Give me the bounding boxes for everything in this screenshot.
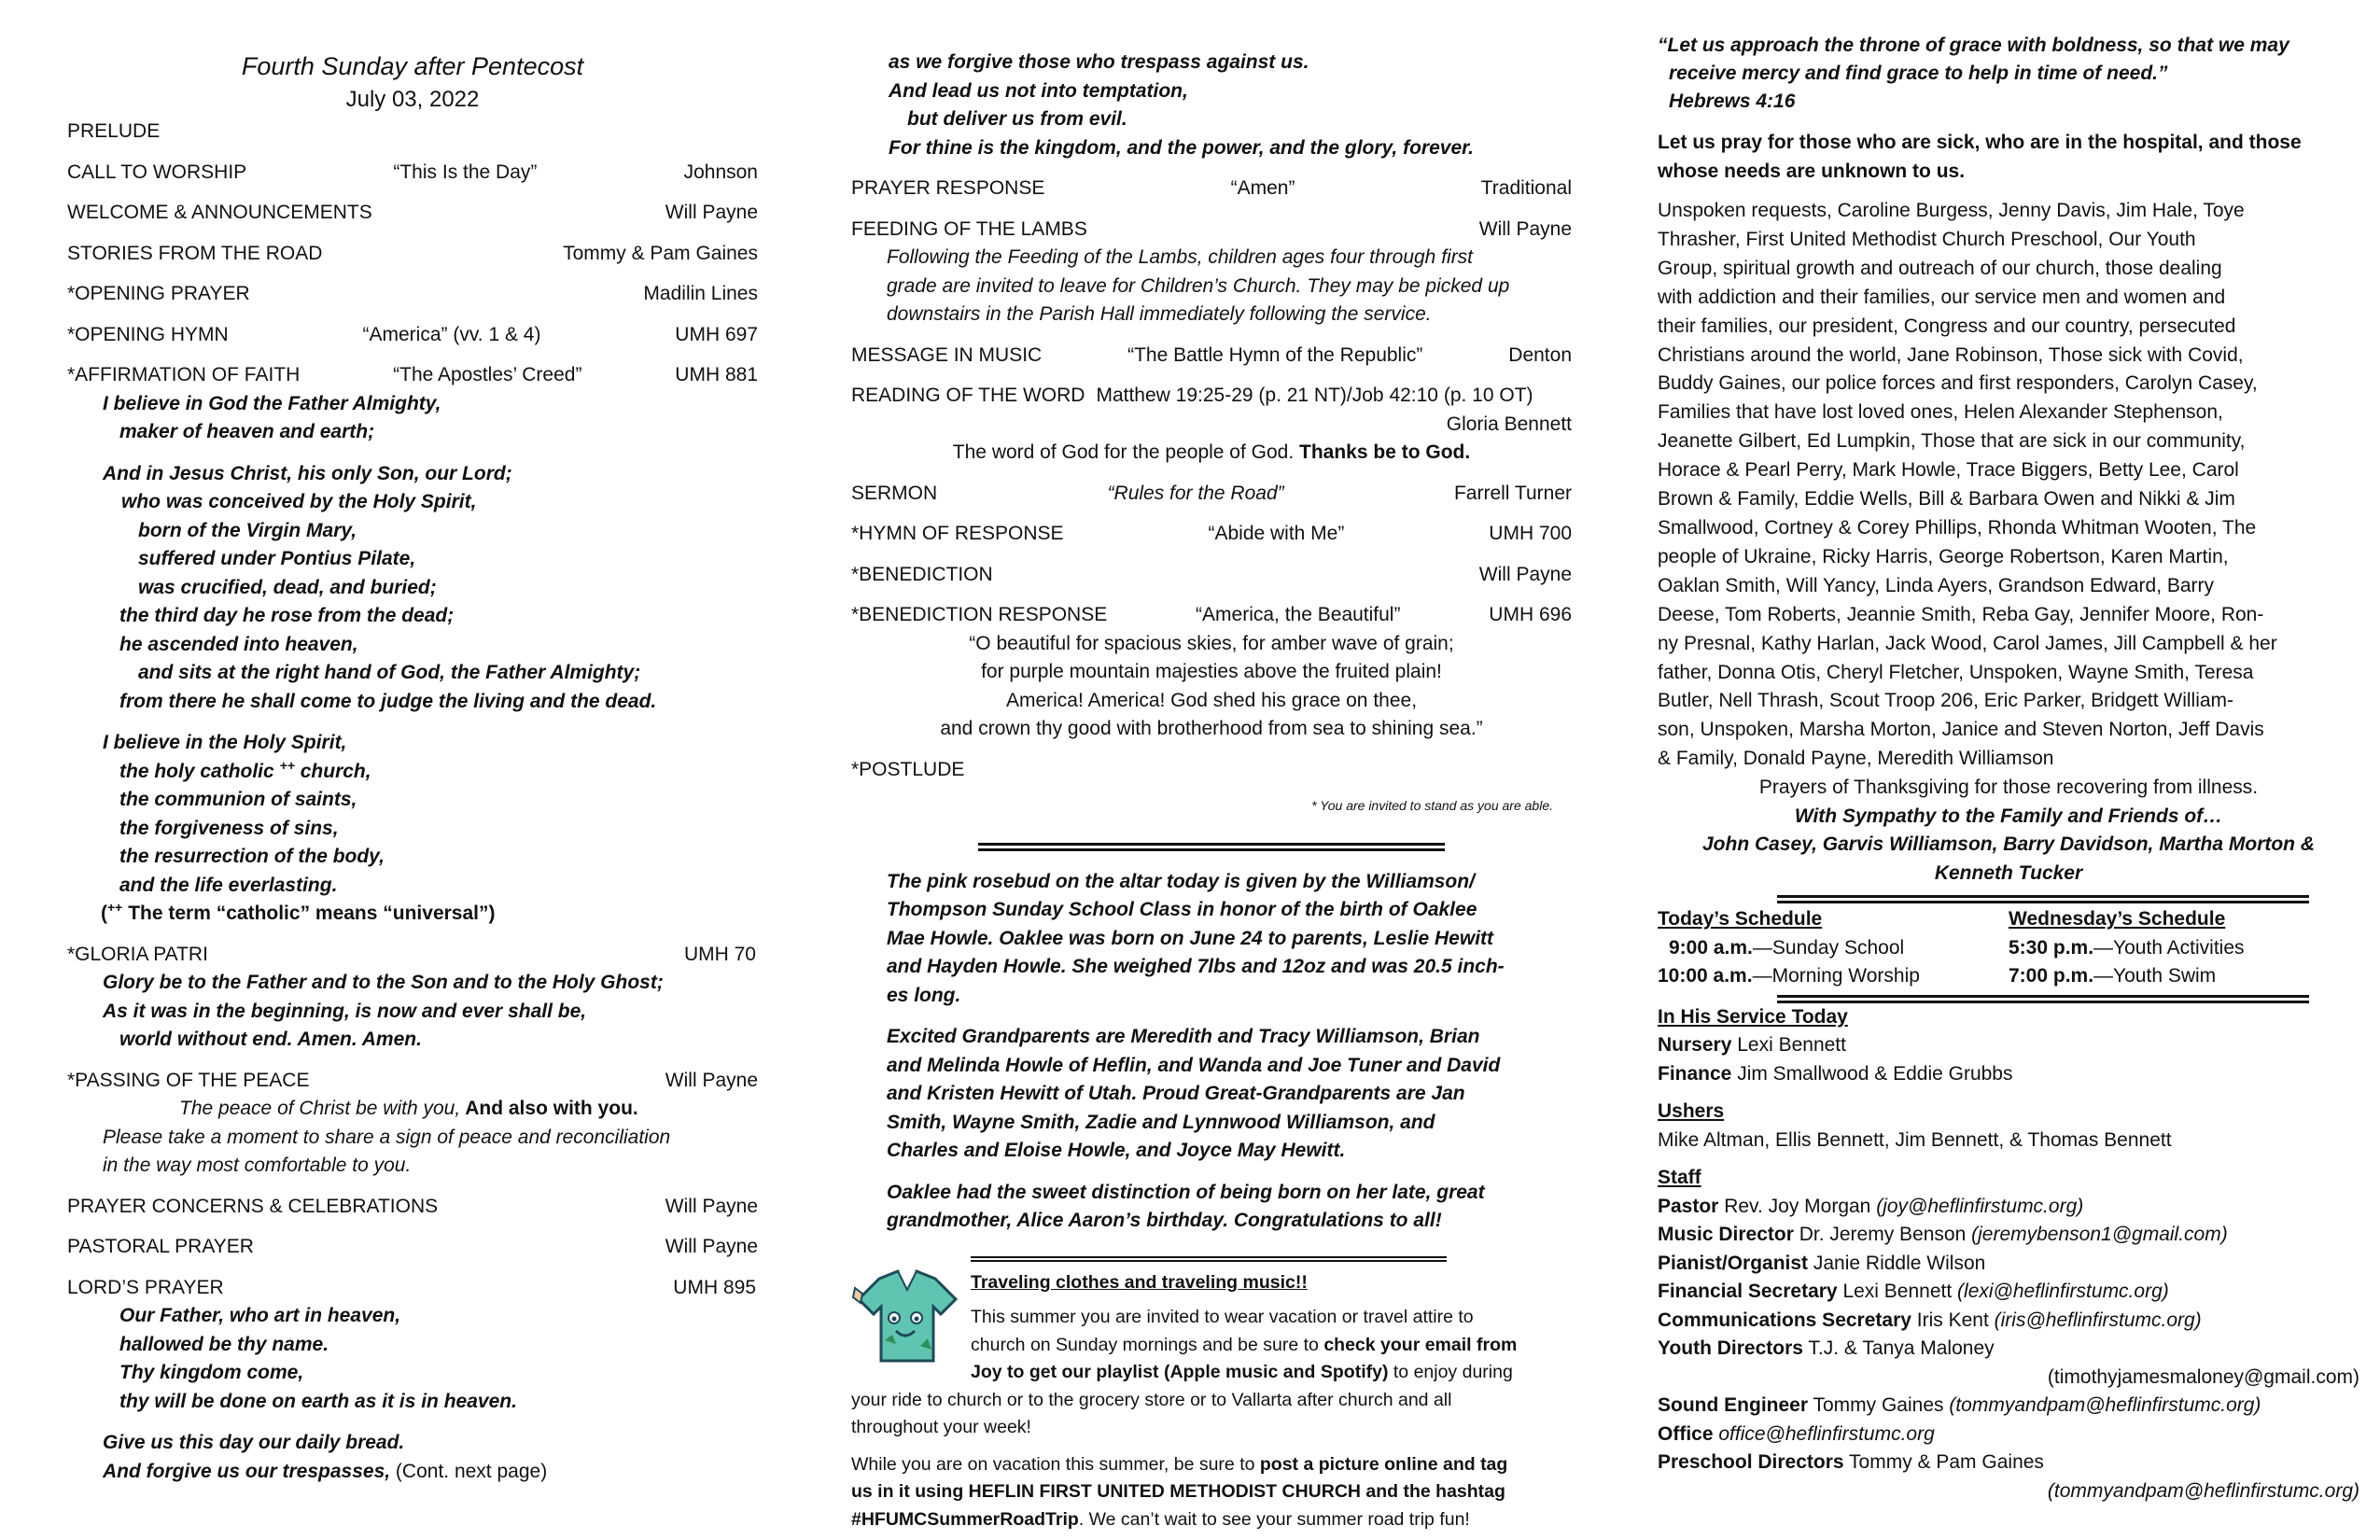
wednesday-schedule xyxy=(2009,905,2359,991)
ushers-heading: Ushers xyxy=(1658,1100,1725,1123)
scripture-reference: Matthew 19:25-29 (p. 21 NT)/Job 42:10 (p. 10 OT) xyxy=(1096,385,1533,406)
order-of-worship-continued-column xyxy=(851,49,1572,1533)
staff-role: Financial Secretary xyxy=(1658,1281,1838,1303)
lyric-line: America! America! God shed his grace on thee, xyxy=(1005,689,1418,711)
staff-role: Preschool Directors xyxy=(1658,1451,1844,1474)
prayer-line: hallowed be thy name. xyxy=(119,1333,329,1355)
role-label: Finance xyxy=(1658,1062,1732,1085)
staff-role: Pastor xyxy=(1658,1195,1719,1217)
divider xyxy=(851,843,1572,851)
wednesday-heading: Wednesday’s Schedule xyxy=(2009,908,2226,931)
prelude-label: PRELUDE xyxy=(67,120,161,142)
sermon xyxy=(851,480,1572,509)
today-schedule xyxy=(1658,905,2009,991)
list-line: Brown & Family, Eddie Wells, Bill & Barbara Owen and Nikki & Jim xyxy=(1658,488,2235,511)
staff-name: Rev. Joy Morgan xyxy=(1718,1195,1877,1217)
feeding-text xyxy=(851,244,1572,329)
text-run: . We can’t wait to see your summer road trip fun! xyxy=(1078,1508,1470,1530)
staff-row xyxy=(1658,1421,2359,1449)
text-line: Mae Howle. Oaklee was born on June 24 to parents, Leslie Hewitt xyxy=(887,927,1494,949)
item-title: “The Battle Hymn of the Republic” xyxy=(1127,343,1423,366)
item-leader: Will Payne xyxy=(665,1069,758,1091)
birthday-paragraph xyxy=(851,1179,1572,1236)
text-line: The pink rosebud on the altar today is given by the Williamson/ xyxy=(887,870,1475,892)
hebrews-quote xyxy=(1658,32,2359,116)
list-line: with addiction and their families, our service men and women and xyxy=(1658,286,2226,308)
item-label: SERMON xyxy=(851,482,938,504)
service-title: Fourth Sunday after Pentecost xyxy=(241,52,584,80)
item-leader: Denton xyxy=(1508,343,1572,366)
gloria-patri xyxy=(67,941,758,970)
benediction xyxy=(851,561,1572,590)
travel-announcement xyxy=(851,1256,1572,1534)
staff-name: Tommy & Pam Gaines xyxy=(1843,1451,2044,1474)
item-title: “This Is the Day” xyxy=(393,161,538,183)
text-run: church on Sunday mornings and be sure to xyxy=(971,1334,1324,1355)
lords-prayer-continued xyxy=(851,49,1572,162)
creed-line: suffered under Pontius Pilate, xyxy=(138,548,416,569)
prayer-concerns xyxy=(67,1193,758,1222)
staff-row xyxy=(1658,1221,2359,1250)
item-label: *OPENING PRAYER xyxy=(67,283,250,304)
schedule-row xyxy=(1658,934,2009,963)
stand-note: * You are invited to stand as you are able. xyxy=(1311,798,1553,813)
continued-note: (Cont. next page) xyxy=(390,1460,548,1482)
schedule-time: 7:00 p.m. xyxy=(2009,965,2094,987)
item-leader: Johnson xyxy=(683,161,758,183)
staff-role: Sound Engineer xyxy=(1658,1394,1809,1417)
footnote-text: The term “catholic” means “universal”) xyxy=(122,903,496,924)
gloria-line: world without end. Amen. Amen. xyxy=(119,1029,422,1050)
list-line: Butler, Nell Thrash, Scout Troop 206, Eric Parker, Bridgett William- xyxy=(1658,690,2234,712)
service-row xyxy=(1658,1060,2359,1089)
word-call: The word of God for the people of God. xyxy=(952,441,1295,463)
staff-role: Music Director xyxy=(1658,1224,1794,1246)
schedule-grid xyxy=(1658,905,2359,991)
creed-line: I believe in God the Father Almighty, xyxy=(103,392,441,414)
prayer-and-staff-column xyxy=(1658,32,2359,1505)
staff-row xyxy=(1658,1250,2359,1279)
staff-name: Lexi Bennett xyxy=(1837,1281,1958,1303)
thanksgiving-line: Prayers of Thanksgiving for those recovering from illness. xyxy=(1758,777,2259,799)
list-line: ny Presnal, Kathy Harlan, Jack Wood, Carol James, Jill Campbell & her xyxy=(1658,632,2277,654)
text-run: post a picture online and tag xyxy=(1259,1453,1508,1475)
item-label: LORD’S PRAYER xyxy=(67,1276,224,1298)
travel-line-text xyxy=(971,1332,1572,1360)
text-line: grandmother, Alice Aaron’s birthday. Congratulations to all! xyxy=(887,1210,1442,1231)
passing-of-the-peace xyxy=(67,1067,758,1096)
item-label: *BENEDICTION xyxy=(851,563,993,585)
creed-line: he ascended into heaven, xyxy=(119,633,358,655)
message-in-music xyxy=(851,342,1572,371)
list-line: Buddy Gaines, our police forces and first responders, Carolyn Casey, xyxy=(1658,372,2258,395)
list-line: father, Donna Otis, Cheryl Fletcher, Unspoken, Wayne Smith, Teresa xyxy=(1658,661,2254,683)
staff-row xyxy=(1658,1307,2359,1336)
staff-email: (iris@heflinfirstumc.org) xyxy=(1994,1309,2202,1331)
travel-header xyxy=(851,1256,1572,1387)
schedule-event: —Youth Swim xyxy=(2093,965,2217,987)
item-hymn-number: UMH 700 xyxy=(1489,523,1572,544)
stories xyxy=(67,240,758,269)
item-hymn-number: UMH 895 xyxy=(673,1276,756,1298)
list-line: their families, our president, Congress and our country, persecuted xyxy=(1658,315,2236,337)
prayer-line: but deliver us from evil. xyxy=(907,108,1127,130)
creed-line: and sits at the right hand of God, the Father Almighty; xyxy=(138,662,641,683)
lords-prayer-text xyxy=(67,1302,758,1486)
list-line: Thrasher, First United Methodist Church Preschool, Our Youth xyxy=(1658,228,2196,250)
staff-email: office@heflinfirstumc.org xyxy=(1718,1422,1935,1445)
prayer-response xyxy=(851,175,1572,203)
service-row xyxy=(1658,1031,2359,1060)
text-line: Oaklee had the sweet distinction of being born on her late, great xyxy=(887,1181,1485,1203)
list-line: & Family, Donald Payne, Meredith Williamson xyxy=(1658,748,2054,770)
item-leader: Will Payne xyxy=(665,1236,758,1257)
double-rule xyxy=(1777,995,2309,1003)
text-line: Charles and Eloise Howle, and Joyce May Hewitt. xyxy=(887,1140,1346,1161)
list-line: Smallwood, Cortney & Corey Phillips, Rhonda Whitman Wooten, The xyxy=(1658,516,2257,539)
creed-line: maker of heaven and earth; xyxy=(119,421,375,442)
staff-name: T.J. & Tanya Maloney xyxy=(1802,1337,1995,1360)
staff-name: Janie Riddle Wilson xyxy=(1808,1252,1986,1274)
service-date: July 03, 2022 xyxy=(345,87,480,112)
item-label: *GLORIA PATRI xyxy=(67,943,208,965)
list-line: son, Unspoken, Marsha Morton, Janice and Steven Norton, Jeff Davis xyxy=(1658,719,2264,741)
text-run: While you are on vacation this summer, be sure to xyxy=(851,1453,1260,1475)
text-line: es long. xyxy=(887,984,961,1006)
list-line: Christians around the world, Jane Robinson, Those sick with Covid, xyxy=(1658,343,2244,366)
creed-line: from there he shall come to judge the living and the dead. xyxy=(119,690,657,712)
list-line: people of Ukraine, Ricky Harris, George Robertson, Karen Martin, xyxy=(1658,545,2229,567)
list-line: Jeanette Gilbert, Ed Lumpkin, Those that are sick in our community, xyxy=(1658,430,2246,453)
prayer-list xyxy=(1658,197,2359,774)
list-line: Group, spiritual growth and outreach of our church, those dealing xyxy=(1658,257,2222,279)
feeding-of-the-lambs xyxy=(851,216,1572,245)
prayer-line: Give us this day our daily bread. xyxy=(103,1432,405,1453)
role-person: Jim Smallwood & Eddie Grubbs xyxy=(1731,1062,2013,1085)
item-leader: Will Payne xyxy=(1478,217,1572,240)
catholic-footnote xyxy=(67,900,758,929)
creed-line: born of the Virgin Mary, xyxy=(138,519,357,541)
staff-row xyxy=(1658,1449,2359,1477)
postlude xyxy=(851,756,1572,785)
service-heading: In His Service Today xyxy=(1658,1005,1848,1028)
quote-line: receive mercy and find grace to help in time of need.” xyxy=(1669,63,2168,84)
travel-line-text: throughout your week! xyxy=(851,1417,1031,1437)
item-label: FEEDING OF THE LAMBS xyxy=(851,217,1087,240)
text-line: Excited Grandparents are Meredith and Tracy Williamson, Brian xyxy=(887,1026,1480,1047)
creed-line: was crucified, dead, and buried; xyxy=(138,576,437,598)
rosebud-announcement xyxy=(851,868,1572,1236)
preacher: Farrell Turner xyxy=(1453,482,1572,504)
item-leader: Tommy & Pam Gaines xyxy=(563,242,758,264)
prayer-line: Our Father, who art in heaven, xyxy=(119,1305,401,1326)
peace-text xyxy=(67,1095,758,1181)
lyric-line: for purple mountain majesties above the fruited plain! xyxy=(981,661,1442,682)
text-line: and Kristen Hewitt of Utah. Proud Great-Grandparents are Jan xyxy=(887,1083,1465,1104)
item-label: *PASSING OF THE PEACE xyxy=(67,1069,310,1091)
footnote-mark: ++ xyxy=(107,900,123,915)
item-label: WELCOME & ANNOUNCEMENTS xyxy=(67,202,372,223)
item-label: READING OF THE WORD xyxy=(851,385,1085,406)
item-label: *BENEDICTION RESPONSE xyxy=(851,604,1108,625)
prayer-line xyxy=(67,1458,758,1487)
gloria-line: As it was in the beginning, is now and ever shall be, xyxy=(103,1000,587,1022)
order-of-worship-column xyxy=(67,49,758,1486)
staff-role: Office xyxy=(1658,1422,1714,1445)
text-line: Smith, Wayne Smith, Zadie and Lynnwood Williamson, and xyxy=(887,1111,1435,1133)
affirmation-of-faith xyxy=(67,361,758,390)
gloria-line: Glory be to the Father and to the Son and to the Holy Ghost; xyxy=(103,972,664,993)
staff-email: (tommyandpam@heflinfirstumc.org) xyxy=(2047,1479,2359,1502)
sympathy-heading: With Sympathy to the Family and Friends of… xyxy=(1794,805,2223,827)
staff-name: Tommy Gaines xyxy=(1808,1394,1950,1417)
staff-heading: Staff xyxy=(1658,1167,1701,1189)
staff-name: Iris Kent xyxy=(1911,1309,1995,1331)
travel-line-text: your ride to church or to the grocery store or to Vallarta after church and all xyxy=(851,1389,1452,1410)
feeding-line: downstairs in the Parish Hall immediately following the service. xyxy=(887,303,1432,325)
word-response xyxy=(851,439,1572,468)
prayer-line: Thy kingdom come, xyxy=(119,1362,304,1383)
text-run: Joy to get our playlist (Apple music and Spotify) xyxy=(971,1362,1389,1382)
list-line: Deese, Tom Roberts, Jeannie Smith, Reba Gay, Jennifer Moore, Ron- xyxy=(1658,603,2264,625)
schedule-time: 9:00 a.m. xyxy=(1669,936,1753,959)
travel-rule xyxy=(971,1256,1447,1262)
lyric-line: and crown thy good with brotherhood from sea to shining sea.” xyxy=(940,718,1483,739)
sermon-title: “Rules for the Road” xyxy=(1107,482,1284,504)
staff-email: (lexi@heflinfirstumc.org) xyxy=(1957,1281,2169,1303)
schedule-row xyxy=(2009,934,2359,963)
creed-line: the forgiveness of sins, xyxy=(119,817,339,839)
staff-row xyxy=(1658,1392,2359,1421)
schedule-event: —Morning Worship xyxy=(1752,965,1920,987)
item-title: “America” (vv. 1 & 4) xyxy=(362,323,541,345)
text-line: and Hayden Howle. She weighed 7lbs and 12oz and was 20.5 inch- xyxy=(887,956,1505,977)
item-label: PASTORAL PRAYER xyxy=(67,1236,254,1257)
today-heading: Today’s Schedule xyxy=(1658,908,1823,931)
peace-line xyxy=(67,1095,758,1124)
opening-prayer xyxy=(67,280,758,309)
text-line: and Melinda Howle of Heflin, and Wanda and Joe Tuner and David xyxy=(887,1054,1501,1076)
rosebud-paragraph xyxy=(851,868,1572,1011)
heading-line: Let us pray for those who are sick, who are in the hospital, and those xyxy=(1658,132,2302,153)
creed-line: And in Jesus Christ, his only Son, our Lord; xyxy=(103,462,512,484)
travel-title: Traveling clothes and traveling music!! xyxy=(971,1271,1308,1293)
word-response-text: Thanks be to God. xyxy=(1294,441,1471,463)
schedule-row xyxy=(2009,962,2359,991)
text-run: us in it using HEFLIN FIRST UNITED METHODIST CHURCH and the hashtag xyxy=(851,1481,1505,1502)
item-leader: Will Payne xyxy=(665,1195,758,1217)
prayer-line: thy will be done on earth as it is in heaven. xyxy=(119,1390,517,1412)
item-label: *AFFIRMATION OF FAITH xyxy=(67,364,301,385)
creed-line: the resurrection of the body, xyxy=(119,846,385,867)
item-title: “America, the Beautiful” xyxy=(1196,604,1401,625)
gloria-text xyxy=(67,969,758,1055)
opening-hymn xyxy=(67,321,758,350)
item-title: “Amen” xyxy=(1230,177,1295,199)
feeding-line: grade are invited to leave for Children’s Church. They may be picked up xyxy=(887,274,1510,297)
prayer-line: For thine is the kingdom, and the power, and the glory, forever. xyxy=(889,136,1474,159)
creed-line xyxy=(67,758,758,787)
staff-role: Youth Directors xyxy=(1658,1337,1803,1360)
list-line: Horace & Pearl Perry, Mark Howle, Trace Biggers, Betty Lee, Carol xyxy=(1658,459,2239,482)
peace-call: The peace of Christ be with you, xyxy=(179,1098,461,1119)
lyric-line: “O beautiful for spacious skies, for amber wave of grain; xyxy=(969,632,1454,654)
prayer-text: And forgive us our trespasses, xyxy=(103,1460,391,1482)
staff-section xyxy=(1658,1164,2359,1505)
schedule-section xyxy=(1658,895,2359,991)
item-hymn-number: UMH 881 xyxy=(675,364,758,385)
creed-line: and the life everlasting. xyxy=(119,874,338,896)
schedule-event: —Sunday School xyxy=(1752,936,1905,959)
prayer-line: as we forgive those who trespass against us. xyxy=(889,51,1309,73)
staff-row xyxy=(1658,1278,2359,1307)
list-line: Families that have lost loved ones, Helen Alexander Stephenson, xyxy=(1658,401,2223,424)
prayer-line: And lead us not into temptation, xyxy=(889,79,1188,102)
creed-text: the holy catholic xyxy=(119,760,274,782)
item-leader: Madilin Lines xyxy=(643,283,758,304)
text-run: to enjoy during xyxy=(1388,1362,1513,1382)
heading-line: whose needs are unknown to us. xyxy=(1658,160,1966,182)
schedule-event: —Youth Activities xyxy=(2093,936,2245,959)
schedule-row xyxy=(1658,962,2009,991)
item-label: *OPENING HYMN xyxy=(67,323,229,345)
grandparents-paragraph xyxy=(851,1023,1572,1166)
call-to-worship xyxy=(67,159,758,188)
peace-line: in the way most comfortable to you. xyxy=(103,1155,412,1176)
staff-email: (timothyjamesmaloney@gmail.com) xyxy=(2047,1365,2359,1388)
quote-citation: Hebrews 4:16 xyxy=(1669,91,1796,112)
item-hymn-number: UMH 70 xyxy=(683,943,756,965)
schedule-time: 10:00 a.m. xyxy=(1658,965,1753,987)
item-label: CALL TO WORSHIP xyxy=(67,161,247,183)
feeding-line: Following the Feeding of the Lambs, children ages four through first xyxy=(887,246,1474,268)
quote-line: “Let us approach the throne of grace with boldness, so that we may xyxy=(1658,35,2289,56)
hashtag: #HFUMCSummerRoadTrip xyxy=(851,1508,1079,1530)
item-hymn-number: UMH 697 xyxy=(675,323,758,345)
footnote-paren: ( xyxy=(101,903,107,924)
item-leader: Will Payne xyxy=(1478,563,1572,585)
lords-prayer xyxy=(67,1274,758,1303)
staff-email: (tommyandpam@heflinfirstumc.org) xyxy=(1949,1394,2261,1417)
staff-row xyxy=(1658,1193,2359,1222)
item-label: STORIES FROM THE ROAD xyxy=(67,242,323,264)
item-leader: Will Payne xyxy=(665,202,758,223)
item-title: “Abide with Me” xyxy=(1208,523,1345,544)
item-label: *HYMN OF RESPONSE xyxy=(851,523,1064,544)
travel-line-text xyxy=(971,1359,1572,1387)
staff-email: (jeremybenson1@gmail.com) xyxy=(1971,1224,2228,1246)
item-label: PRAYER RESPONSE xyxy=(851,177,1045,199)
footnote-mark: ++ xyxy=(279,757,295,773)
item-title: “The Apostles’ Creed” xyxy=(393,364,582,385)
creed-line: the communion of saints, xyxy=(119,789,357,810)
sympathy-line: John Casey, Garvis Williamson, Barry Davidson, Martha Morton & xyxy=(1701,833,2316,856)
staff-role: Pianist/Organist xyxy=(1658,1252,1809,1274)
item-label: MESSAGE IN MUSIC xyxy=(851,343,1043,366)
creed-text: church, xyxy=(300,760,371,782)
staff-row xyxy=(1658,1335,2359,1364)
peace-response: And also with you. xyxy=(460,1098,638,1119)
staff-name: Dr. Jeremy Benson xyxy=(1793,1224,1972,1246)
apostles-creed xyxy=(67,390,758,929)
hawaiian-shirt-icon xyxy=(851,1266,963,1366)
welcome xyxy=(67,199,758,228)
sympathy-line: Kenneth Tucker xyxy=(1934,861,2083,884)
reader-name: Gloria Bennett xyxy=(1446,413,1572,435)
creed-line: who was conceived by the Holy Spirit, xyxy=(121,491,477,512)
role-label: Nursery xyxy=(1658,1034,1732,1057)
staff-role: Communications Secretary xyxy=(1658,1309,1911,1331)
creed-line: I believe in the Holy Spirit, xyxy=(103,732,347,753)
item-hymn-number: UMH 696 xyxy=(1489,604,1572,625)
hymn-of-response xyxy=(851,520,1572,549)
prelude xyxy=(67,118,758,147)
text-run: check your email from xyxy=(1323,1334,1518,1355)
ushers-list: Mike Altman, Ellis Bennett, Jim Bennett, & Thomas Bennett xyxy=(1658,1128,2172,1151)
text-line: Thompson Sunday School Class in honor of the birth of Oaklee xyxy=(887,899,1477,920)
list-line: Oaklan Smith, Will Yancy, Linda Ayers, Grandson Edward, Barry xyxy=(1658,574,2215,596)
role-person: Lexi Bennett xyxy=(1731,1034,1846,1057)
travel-intro xyxy=(971,1256,1572,1387)
travel-line-text: This summer you are invited to wear vacation or travel attire to xyxy=(971,1307,1474,1327)
sympathy-names xyxy=(1658,831,2359,888)
prayer-heading xyxy=(1658,129,2359,186)
schedule-time: 5:30 p.m. xyxy=(2009,936,2094,959)
peace-line: Please take a moment to share a sign of peace and reconciliation xyxy=(103,1126,671,1148)
list-line: Unspoken requests, Caroline Burgess, Jenny Davis, Jim Hale, Toye xyxy=(1658,200,2245,221)
item-leader: Traditional xyxy=(1480,177,1572,199)
double-rule xyxy=(1777,895,2309,903)
in-his-service xyxy=(1658,995,2359,1089)
travel-paragraph-2 xyxy=(851,1451,1572,1534)
benediction-response xyxy=(851,601,1572,630)
item-label: PRAYER CONCERNS & CELEBRATIONS xyxy=(67,1195,439,1217)
reading-of-the-word xyxy=(851,382,1572,411)
double-rule xyxy=(978,843,1445,851)
pastoral-prayer xyxy=(67,1233,758,1262)
ushers-section xyxy=(1658,1098,2359,1155)
staff-email: (joy@heflinfirstumc.org) xyxy=(1876,1195,2084,1217)
item-label: *POSTLUDE xyxy=(851,758,965,780)
creed-line: the third day he rose from the dead; xyxy=(119,605,455,626)
america-lyrics xyxy=(851,630,1572,744)
